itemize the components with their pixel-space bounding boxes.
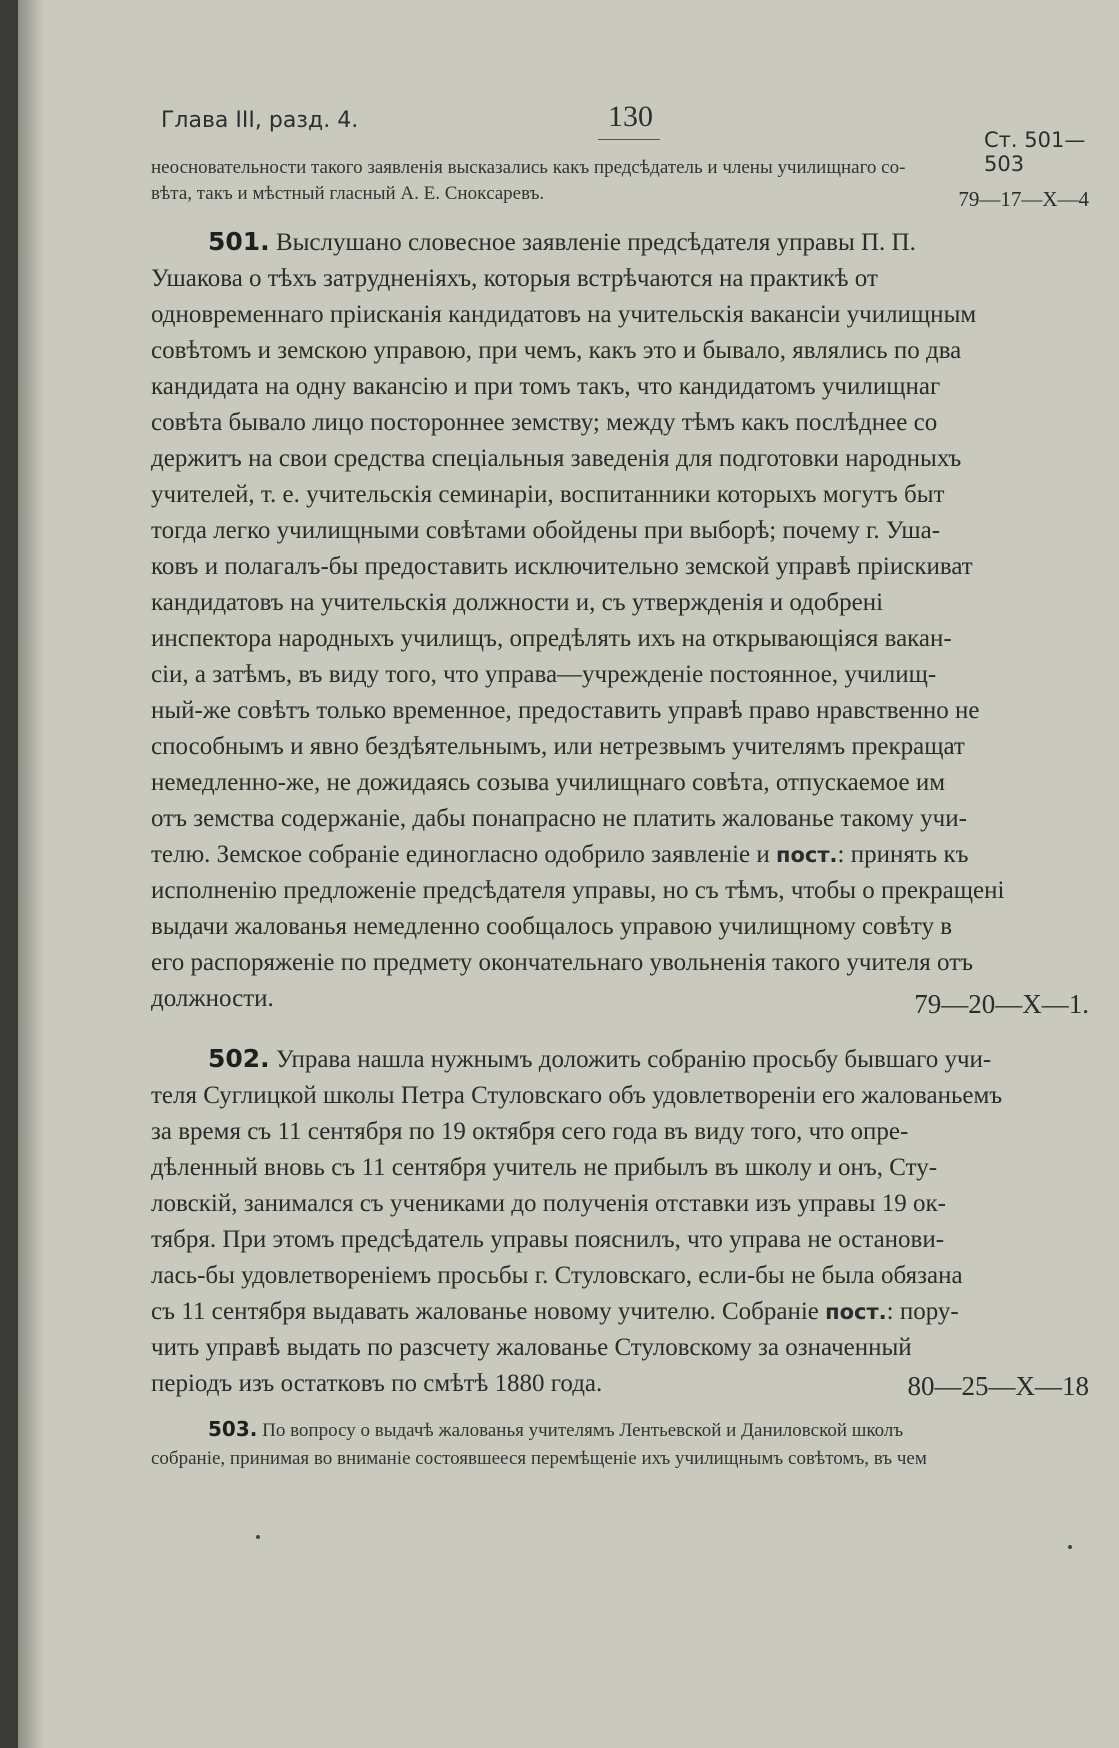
- book-page: [18, 0, 1119, 1748]
- art502-line-8: [151, 1296, 1091, 1328]
- art502-line-7: лась-бы удовлетвореніемъ просьбы г. Стуловскаго, если-бы не была обязана: [151, 1262, 963, 1289]
- art501-line-1: [208, 226, 1093, 259]
- art501-line-21: его распоряженіе по предмету окончательнаго увольненія такого учителя отъ: [151, 949, 974, 976]
- art501-line-15: способнымъ и явно бездѣятельнымъ, или нетрезвымъ учителямъ прекращат: [151, 733, 965, 760]
- art502-line-5: ловскій, занимался съ учениками до полученія отставки изъ управы 19 ок-: [151, 1190, 946, 1217]
- art503-number: 503.: [208, 1417, 258, 1441]
- art501-text-18: телю. Земское собраніе единогласно одобрило заявленіе и: [151, 841, 770, 868]
- fragment-reference: 79—17—X—4: [958, 187, 1089, 211]
- art501-reference: 79—20—X—1.: [914, 989, 1089, 1019]
- scan-speck: [1068, 1545, 1072, 1549]
- art502-text-8: съ 11 сентября выдавать жалованье новому учителю. Собраніе: [151, 1298, 819, 1325]
- page-number-underline: [598, 139, 660, 140]
- scan-speck: [256, 1535, 260, 1539]
- art501-line-18: [151, 839, 1091, 871]
- art501-line-2: Ушакова о тѣхъ затрудненіяхъ, которыя встрѣчаются на практикѣ от: [151, 265, 878, 292]
- art501-line-19: исполненію предложеніе предсѣдателя управы, но съ тѣмъ, чтобы о прекращені: [151, 877, 1005, 904]
- art501-line-12: инспектора народныхъ училищъ, опредѣлять ихъ на открывающіяся вакан-: [151, 625, 952, 652]
- art503-line-1: [208, 1416, 1093, 1444]
- art501-line-11: кандидатовъ на учительскія должности и, съ утвержденія и одобрені: [151, 589, 884, 616]
- art501-line-22: должности.: [151, 985, 274, 1012]
- art501-line-6: совѣта бывало лицо постороннее земству; между тѣмъ какъ послѣднее со: [151, 409, 938, 436]
- art502-line-10: періодъ изъ остатковъ по смѣтѣ 1880 года.: [151, 1370, 603, 1397]
- art502-decision-tail: : пору-: [886, 1298, 959, 1325]
- art502-text-1: Управа нашла нужнымъ доложить собранію просьбу бывшаго учи-: [275, 1046, 992, 1073]
- fragment-line-2: вѣта, такъ и мѣстный гласный А. Е. Снокcаревъ.: [151, 183, 545, 204]
- articles-range-header: Ст. 501—503: [984, 128, 1086, 176]
- chapter-header: Глава III, разд. 4.: [161, 108, 359, 133]
- art502-line-6: тября. При этомъ предсѣдатель управы пояснилъ, что управа не останови-: [151, 1226, 945, 1253]
- art501-line-5: кандидата на одну вакансію и при томъ такъ, что кандидатомъ училищнаг: [151, 373, 941, 400]
- art501-number: 501.: [208, 227, 270, 256]
- art502-line-4: дѣленный вновь съ 11 сентября учитель не прибылъ въ школу и онъ, Сту-: [151, 1154, 938, 1181]
- art502-number: 502.: [208, 1044, 270, 1073]
- art501-line-10: ковъ и полагалъ-бы предоставить исключительно земской управѣ пріискиват: [151, 553, 973, 580]
- fragment-line-1: неосновательности такого заявленія высказались какъ предсѣдатель и члены училищнаго со-: [151, 157, 906, 178]
- art501-line-17: отъ земства содержаніе, дабы понапрасно не платить жалованье такому учи-: [151, 805, 967, 832]
- art501-line-8: учителей, т. е. учительскія семинаріи, воспитанники которыхъ могутъ быт: [151, 481, 945, 508]
- art501-decision-tail: : принять къ: [837, 841, 969, 868]
- art501-decision-label: пост.: [776, 843, 838, 867]
- art501-line-9: тогда легко училищными совѣтами обойдены при выборѣ; почему г. Уша-: [151, 517, 941, 544]
- art502-line-2: теля Суглицкой школы Петра Стуловскаго объ удовлетвореніи его жалованьемъ: [151, 1082, 1003, 1109]
- art501-line-20: выдачи жалованья немедленно сообщалось управою училищному совѣту в: [151, 913, 953, 940]
- art502-decision-label: пост.: [825, 1300, 887, 1324]
- page-number: 130: [608, 100, 653, 133]
- art503-line-2: собраніе, принимая во вниманіе состоявшееся перемѣщеніе ихъ училищнымъ совѣтомъ, въ чем: [151, 1448, 927, 1469]
- art501-line-4: совѣтомъ и земскою управою, при чемъ, какъ это и бывало, являлись по два: [151, 337, 962, 364]
- art501-line-3: одновременнаго пріисканія кандидатовъ на учительскія вакансіи училищным: [151, 301, 977, 328]
- art502-line-3: за время съ 11 сентября по 19 октября сего года въ виду того, что опре-: [151, 1118, 909, 1145]
- art501-line-13: сіи, а затѣмъ, въ виду того, что управа—учрежденіе постоянное, училищ-: [151, 661, 937, 688]
- art502-line-1: [208, 1043, 1093, 1076]
- art501-line-16: немедленно-же, не дожидаясь созыва училищнаго совѣта, отпускаемое им: [151, 769, 946, 796]
- art502-line-9: чить управѣ выдать по разсчету жалованье Стуловскому за означенный: [151, 1334, 912, 1361]
- art501-text-1: Выслушано словесное заявленіе предсѣдателя управы П. П.: [275, 229, 916, 256]
- art503-text-1: По вопросу о выдачѣ жалованья учителямъ Лентьевской и Даниловской школъ: [262, 1420, 904, 1441]
- art501-line-14: ный-же совѣтъ только временное, предоставить управѣ право нравственно не: [151, 697, 980, 724]
- art502-reference: 80—25—X—18: [907, 1371, 1089, 1401]
- art501-line-7: держитъ на свои средства спеціальныя заведенія для подготовки народныхъ: [151, 445, 962, 472]
